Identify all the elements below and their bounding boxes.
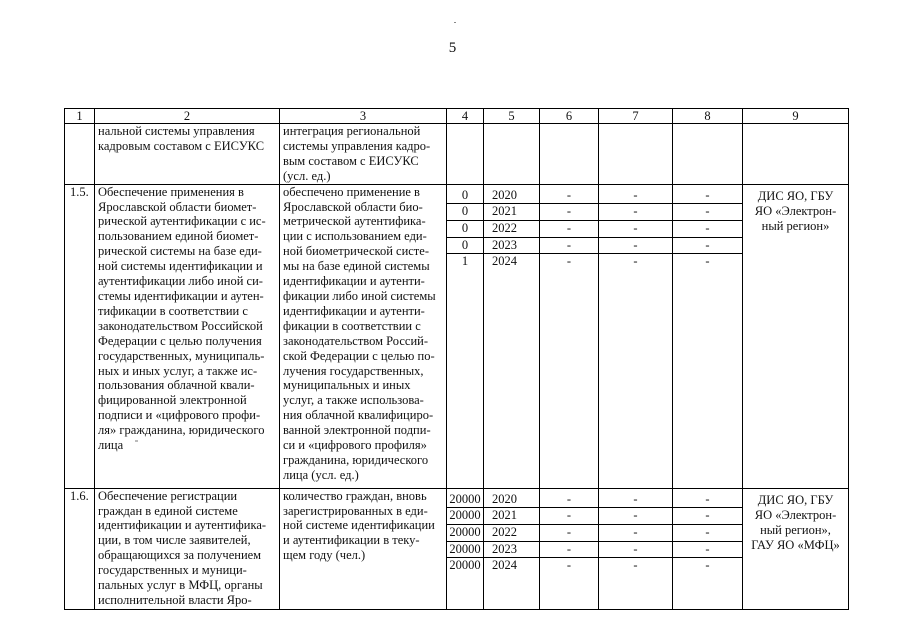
dash-line: - [599,221,672,238]
column-number-row [65,109,849,124]
scan-speck [454,22,456,23]
year-line: 2021 [484,508,539,525]
value-cell [447,124,484,185]
dash-line: - [599,542,672,559]
year-cell [484,184,540,488]
event-text: Обеспечение применения в Ярославской области биомет- рической аутентификации с ис- пользованием единой биомет- рической системы на базе еди- ной системы идентификации и аутентификации либо иной си- стемы идентификации и аутен- тификации в соответствии с законодательством Российской Федерации с целью получения государственных, муниципаль- ных и иных услуг, а также ис- пользования облачной квали- фицированной электронной подписи и «цифрового профи- ля» гражданина, юридического лица [95,184,280,488]
dash-line: - [705,558,710,573]
value-line: 20000 [447,508,483,525]
dash-line: - [599,188,672,205]
dash-line: - [599,492,672,509]
value-line: 20000 [447,525,483,542]
dash-line: - [673,492,742,509]
column-number: 3 [280,109,447,124]
col6-cell [540,184,599,488]
column-number: 4 [447,109,484,124]
executor-cell: ДИС ЯО, ГБУ ЯО «Электрон- ный регион» [743,184,849,488]
value-cell [447,184,484,488]
year-line: 2023 [484,542,539,559]
year-line: 2024 [492,558,517,573]
row-number: 1.5. [65,184,95,488]
dash-line: - [599,508,672,525]
column-number: 7 [599,109,673,124]
col6-cell [540,124,599,185]
year-line: 2024 [492,254,517,269]
dash-line: - [540,238,598,255]
plan-table [64,108,849,610]
value-line: 0 [447,204,483,221]
dash-line: - [673,508,742,525]
column-number: 8 [673,109,743,124]
dash-line: - [566,558,572,573]
dash-line: - [673,221,742,238]
value-line: 0 [447,188,483,205]
page-number: 5 [448,40,457,56]
dash-line: - [673,238,742,255]
value-line: 0 [447,238,483,255]
dash-line: - [566,254,572,269]
column-number: 5 [484,109,540,124]
col7-cell [599,184,673,488]
event-text: Обеспечение регистрации граждан в единой системе идентификации и аутентифика- ции, в том числе заявителей, обращающихся за получением государственных и муници- пальных услуг в МФЦ, органы исполнительной власти Яро- [95,488,280,609]
year-line: 2023 [484,238,539,255]
dash-line: - [540,525,598,542]
column-number: 2 [95,109,280,124]
indicator-text: интеграция региональной системы управления кадро- вым составом с ЕИСУКС (усл. ед.) [280,124,447,185]
dash-line: - [540,508,598,525]
year-line: 2022 [484,525,539,542]
year-line: 2022 [484,221,539,238]
year-line: 2021 [484,204,539,221]
dash-line: - [633,558,638,573]
col8-cell [673,488,743,609]
table-row [65,488,849,609]
dash-line: - [599,238,672,255]
column-number: 1 [65,109,95,124]
dash-line: - [705,254,710,269]
dash-line: - [540,492,598,509]
year-line: 2020 [484,492,539,509]
year-cell [484,124,540,185]
year-cell [484,488,540,609]
col7-cell [599,124,673,185]
indicator-text: количество граждан, вновь зарегистрированных в еди- ной системе идентификации и аутентификации в теку- щем году (чел.) [280,488,447,609]
row-number: 1.6. [65,488,95,609]
dash-line: - [633,254,638,269]
value-line: 20000 [447,542,483,559]
dash-line: - [599,204,672,221]
dash-line: - [599,525,672,542]
dash-line: - [673,204,742,221]
col8-cell [673,124,743,185]
row-number [65,124,95,185]
value-line: 20000 [447,492,483,509]
dash-line: - [540,204,598,221]
col7-cell [599,488,673,609]
indicator-text: обеспечено применение в Ярославской области био- метрической аутентифика- ции с использованием еди- ной биометрической систе- мы на базе единой системы идентификации и аутенти- фикации либо иной системы идентификации и аутенти- фикации в соответствии с законодательством Россий- ской Федерации с целью по- лучения государственных, муниципальных и иных услуг, а также использова- ния облачной квалифициро- ванной электронной подпи- си и «цифрового профиля» гражданина, юридического лица (усл. ед.) [280,184,447,488]
dash-line: - [673,188,742,205]
dash-line: - [540,221,598,238]
event-text: нальной системы управления кадровым составом с ЕИСУКС [95,124,280,185]
column-number: 6 [540,109,599,124]
continuation-row [65,124,849,185]
col8-cell [673,184,743,488]
table-row [65,184,849,488]
value-line: 1 [461,254,469,269]
dash-line: - [540,542,598,559]
dash-line: - [673,542,742,559]
dash-line: - [673,525,742,542]
value-line: 20000 [449,558,481,573]
column-number: 9 [743,109,849,124]
year-line: 2020 [484,188,539,205]
executor-cell [743,124,849,185]
dash-line: - [540,188,598,205]
value-cell [447,488,484,609]
executor-cell: ДИС ЯО, ГБУ ЯО «Электрон- ный регион», ГАУ ЯО «МФЦ» [743,488,849,609]
value-line: 0 [447,221,483,238]
col6-cell [540,488,599,609]
scan-speck [135,440,138,442]
